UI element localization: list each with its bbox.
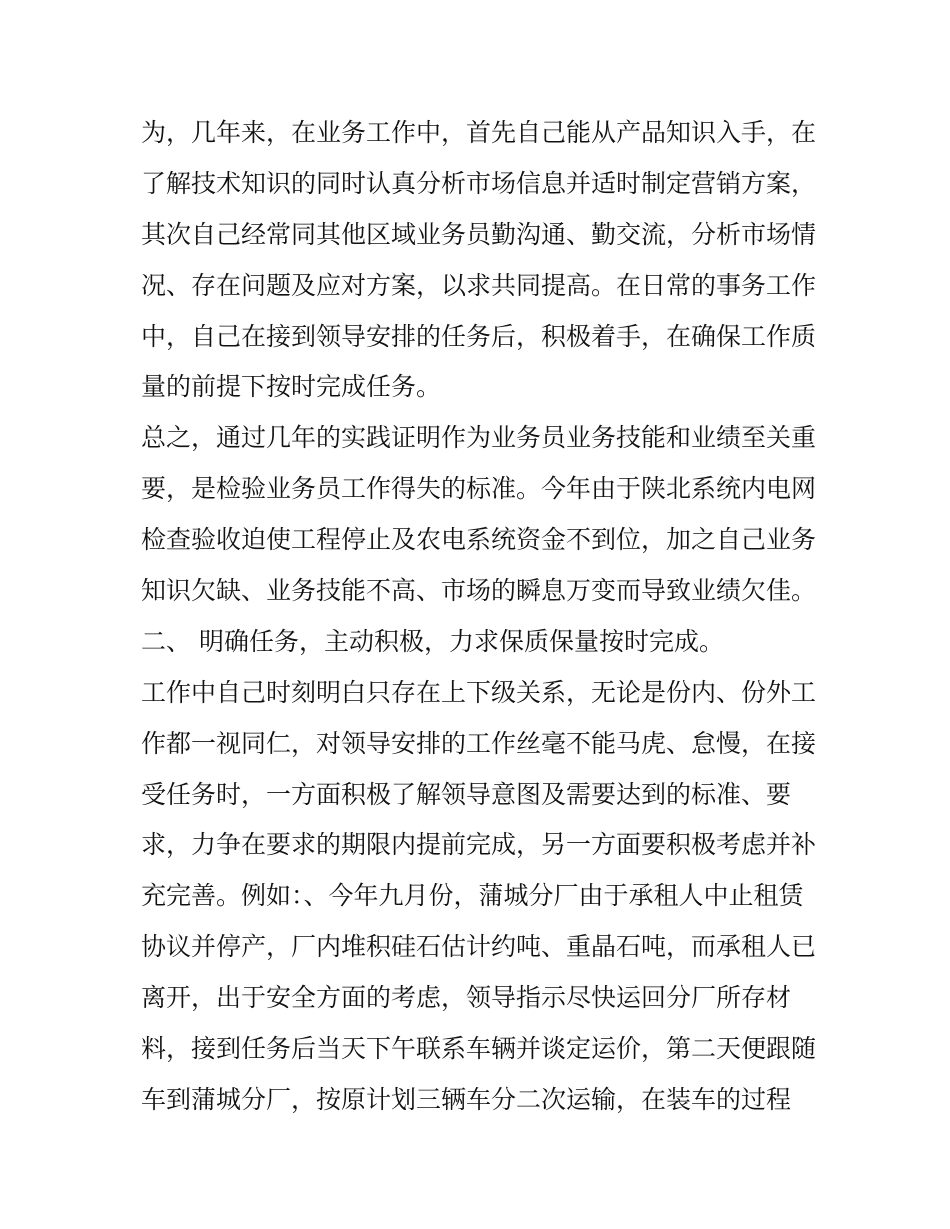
text-line: 受任务时，一方面积极了解领导意图及需要达到的标准、要 bbox=[141, 779, 792, 809]
text-line: 中，自己在接到领导安排的任务后，积极着手，在确保工作质 bbox=[141, 321, 817, 351]
text-line: 工作中自己时刻明白只存在上下级关系，无论是份内、份外工 bbox=[141, 677, 817, 707]
text-line: 协议并停产，厂内堆积硅石估计约吨、重晶石吨，而承租人已 bbox=[141, 932, 817, 962]
text-line: 车到蒲城分厂，按原计划三辆车分二次运输，在装车的过程 bbox=[141, 1084, 792, 1114]
text-line: 其次自己经常同其他区域业务员勤沟通、勤交流，分析市场情 bbox=[141, 219, 817, 249]
text-line: 要，是检验业务员工作得失的标准。今年由于陕北系统内电网 bbox=[141, 474, 817, 504]
text-line: 离开，出于安全方面的考虑，领导指示尽快运回分厂所存材 bbox=[141, 983, 792, 1013]
text-line: 作都一视同仁，对领导安排的工作丝毫不能马虎、怠慢，在接 bbox=[141, 728, 817, 758]
text-line: 况、存在问题及应对方案，以求共同提高。在日常的事务工作 bbox=[141, 270, 817, 300]
section-heading: 二、 明确任务，主动积极，力求保质保量按时完成。 bbox=[141, 626, 724, 656]
text-line: 量的前提下按时完成任务。 bbox=[141, 372, 442, 402]
text-line: 充完善。例如：、今年九月份，蒲城分厂由于承租人中止租赁 bbox=[141, 881, 804, 911]
text-line: 总之，通过几年的实践证明作为业务员业务技能和业绩至关重 bbox=[141, 423, 817, 453]
text-line: 知识欠缺、业务技能不高、市场的瞬息万变而导致业绩欠佳。 bbox=[141, 576, 817, 606]
text-line: 检查验收迫使工程停止及农电系统资金不到位，加之自己业务 bbox=[141, 525, 817, 555]
text-line: 了解技术知识的同时认真分析市场信息并适时制定营销方案， bbox=[141, 168, 817, 198]
text-line: 为，几年来，在业务工作中，首先自己能从产品知识入手，在 bbox=[141, 118, 817, 147]
text-line: 料，接到任务后当天下午联系车辆并谈定运价，第二天便跟随 bbox=[141, 1034, 817, 1064]
text-line: 求，力争在要求的期限内提前完成，另一方面要积极考虑并补 bbox=[141, 830, 817, 860]
body-text bbox=[141, 108, 821, 1126]
